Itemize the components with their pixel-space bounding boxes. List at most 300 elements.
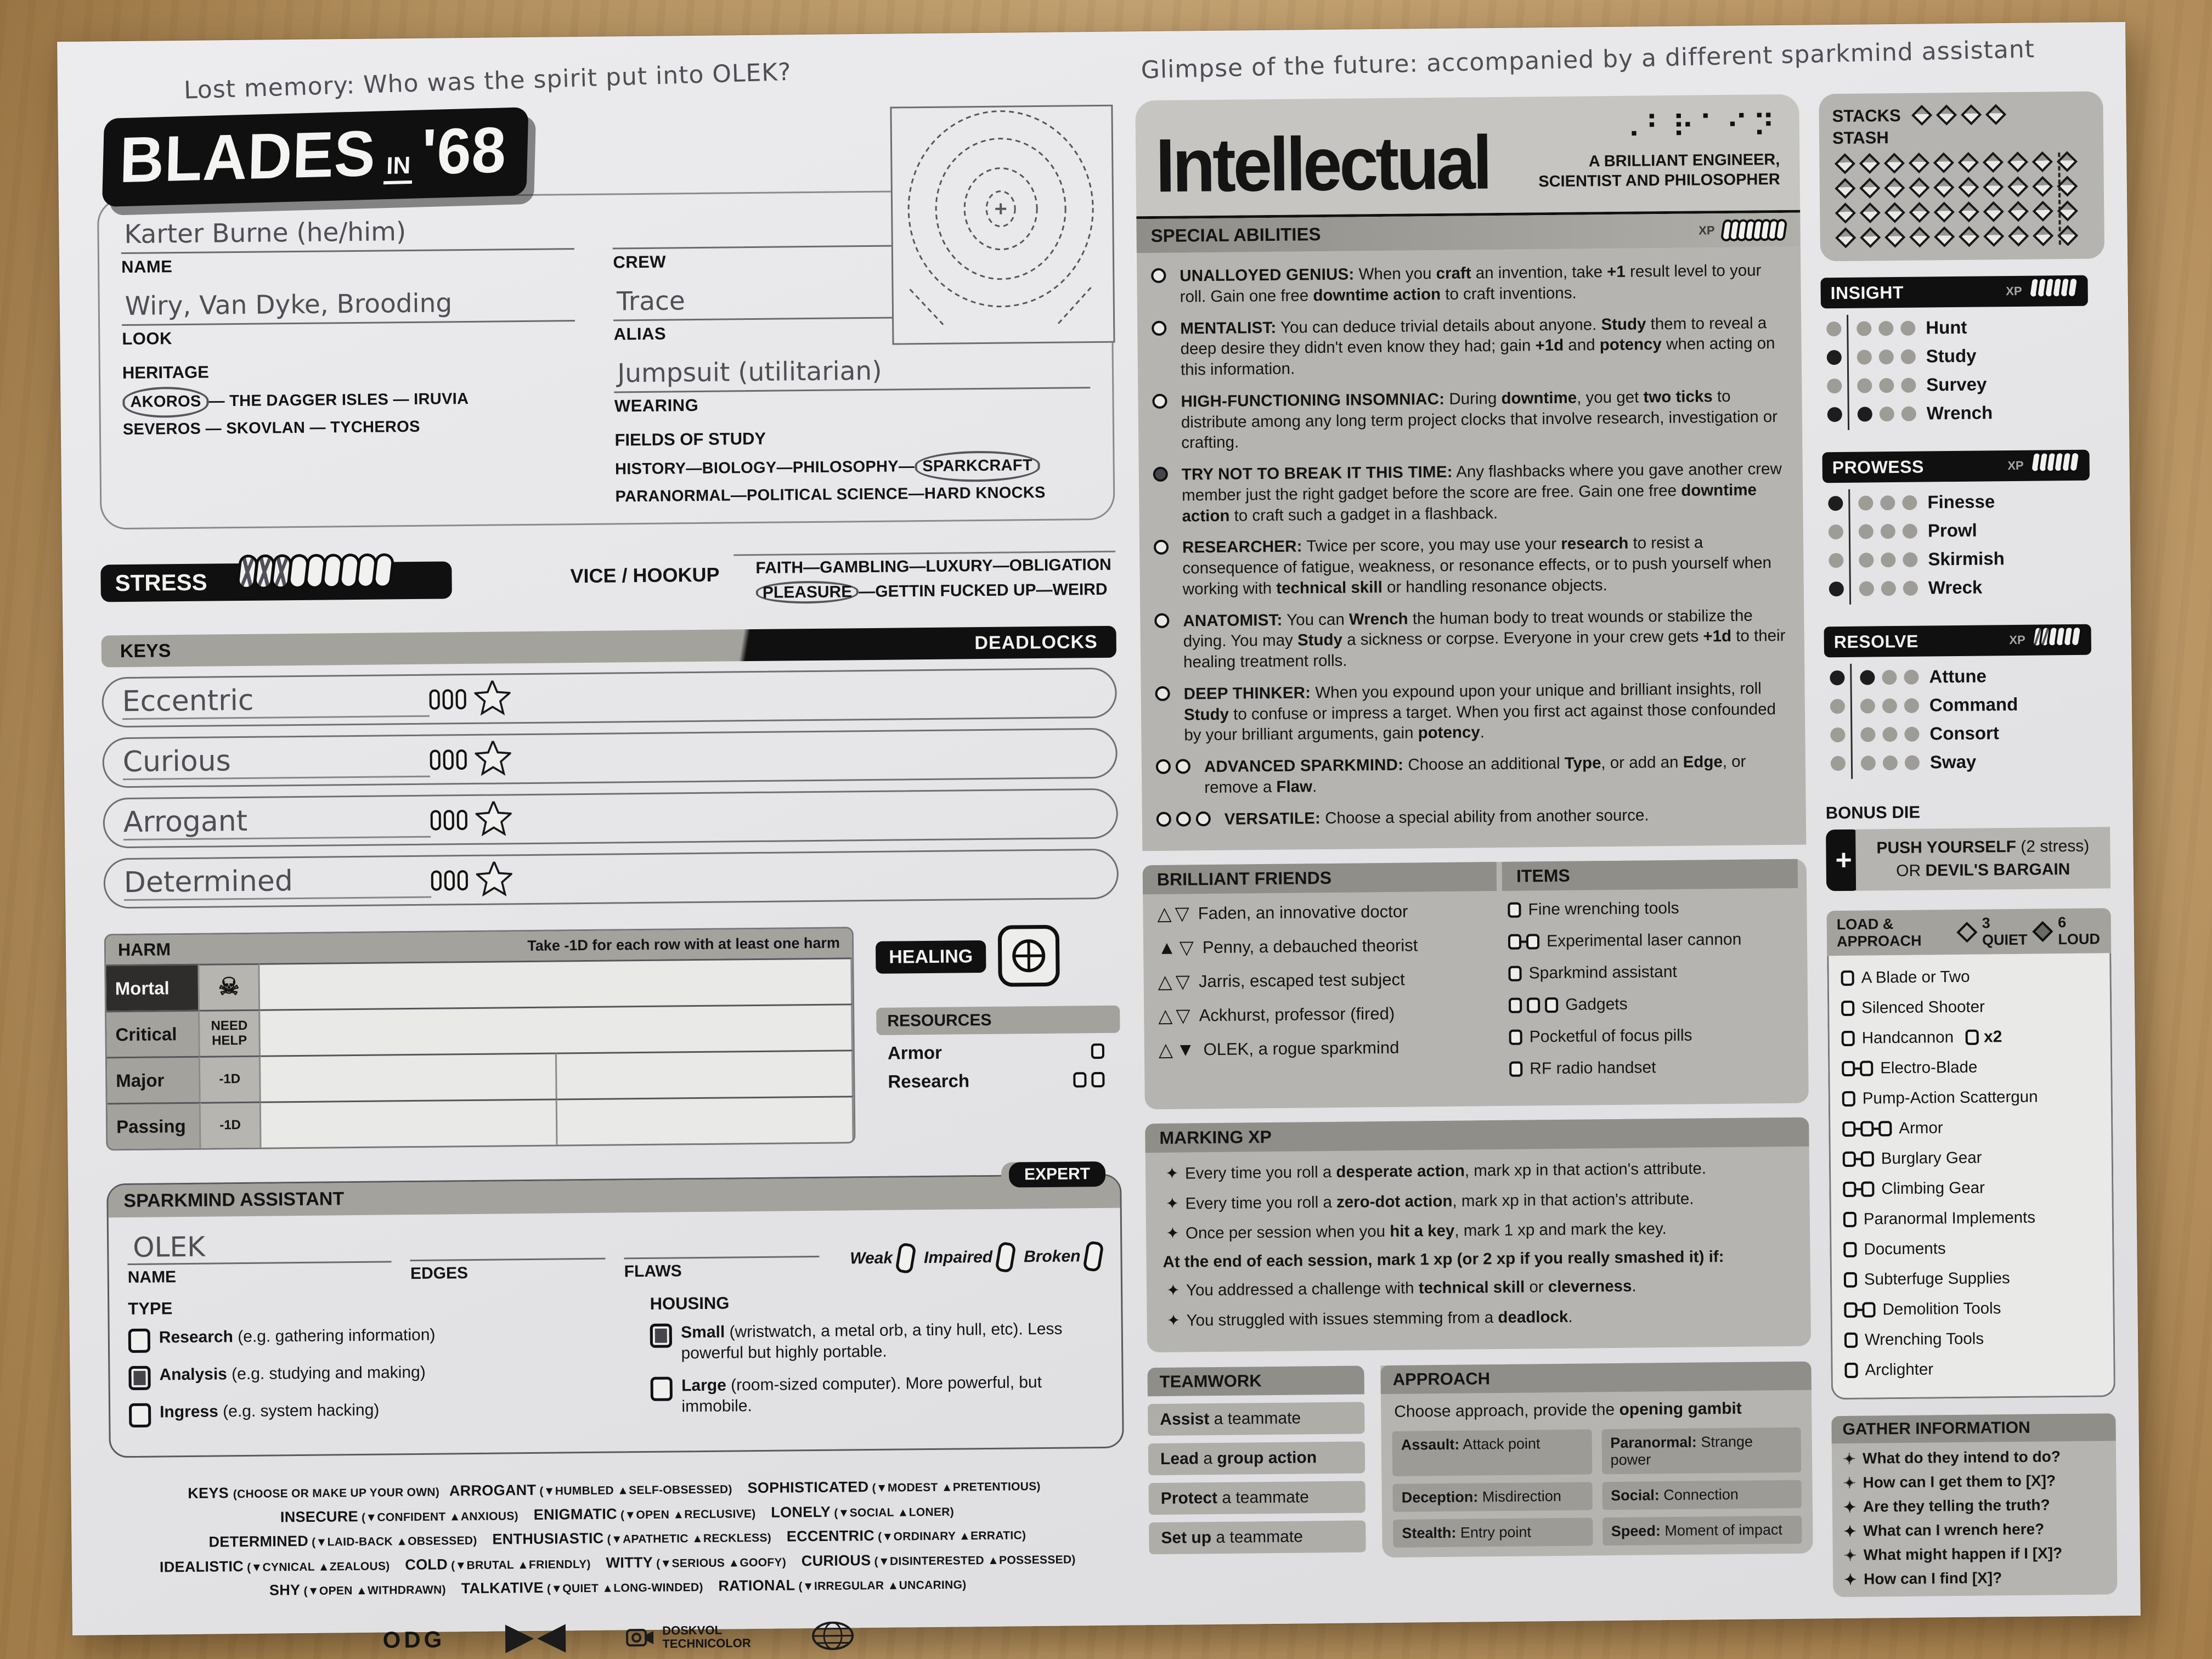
- vice-selected: PLEASURE: [756, 580, 859, 604]
- action-dots: [1829, 552, 1925, 568]
- type-checkbox: [129, 1403, 151, 1427]
- harm-major-cell-2: [557, 1049, 854, 1098]
- mark: [1831, 755, 1846, 770]
- mark: [1152, 320, 1166, 335]
- equipment-label: Wrenching Tools: [1864, 1329, 1984, 1349]
- key-option: RATIONAL (▼IRREGULAR ▲UNCARING): [718, 1577, 967, 1594]
- mark: [1900, 320, 1915, 335]
- wearing-label: WEARING: [614, 395, 699, 416]
- bonus-die-label: BONUS DIE: [1825, 802, 1921, 823]
- items-header: ITEMS: [1502, 859, 1798, 891]
- friend-name: Ackhurst, professor (fired): [1199, 1004, 1395, 1025]
- key-track: [431, 870, 471, 890]
- action-name: Hunt: [1926, 317, 1967, 338]
- resource-label: Armor: [887, 1042, 943, 1063]
- mark: [1878, 321, 1893, 336]
- harm-label: HARM: [117, 939, 171, 960]
- logo-word: BLADES: [119, 117, 377, 196]
- key-option: LONELY (▼SOCIAL ▲LONER): [771, 1503, 955, 1521]
- gather-information-section: [1831, 1413, 2117, 1597]
- equipment-boxes: [1843, 1181, 1879, 1197]
- action-row: [1830, 693, 2109, 716]
- ability-text: ADVANCED SPARKMIND: Choose an additional Type, or add an Edge, or remove a Flaw.: [1204, 752, 1746, 797]
- mark: [430, 749, 441, 770]
- mark: [1073, 1072, 1086, 1087]
- equipment-row: [1841, 997, 2098, 1018]
- stash-label: STASH: [1832, 128, 1889, 148]
- mark: [1909, 153, 1929, 173]
- action-name: Sway: [1929, 751, 1977, 772]
- mark: [1881, 524, 1895, 539]
- equipment-row: [1843, 1238, 2100, 1259]
- playbook-header: [1135, 94, 1800, 219]
- harm-table: [104, 927, 856, 1150]
- sparkmind-flaws-value: [624, 1225, 819, 1259]
- item-label: Gadgets: [1565, 995, 1628, 1014]
- vice-label: VICE / HOOKUP: [570, 563, 720, 588]
- type-text: Ingress (e.g. system hacking): [159, 1401, 380, 1421]
- ability-bubbles: [1154, 613, 1174, 628]
- mark: [1844, 1272, 1857, 1288]
- type-text: Research (e.g. gathering information): [159, 1325, 436, 1347]
- gather-questions: [1832, 1441, 2118, 1588]
- equipment-boxes: [1844, 1333, 1863, 1348]
- action-dots: [1829, 523, 1925, 539]
- mark: [1509, 998, 1522, 1013]
- prowess-xp-track: [2033, 451, 2079, 473]
- harm-critical-cell: [260, 1003, 853, 1055]
- mark: [1882, 670, 1897, 685]
- stash-track: [1832, 149, 2091, 251]
- friend-up-triangle-icon: [1158, 1007, 1172, 1025]
- mark: [1842, 1091, 1855, 1107]
- mark: [1509, 1030, 1522, 1045]
- fields-of-study-options: [615, 450, 1092, 509]
- sparkmind-name-label: NAME: [127, 1268, 177, 1287]
- action-dots: [1830, 669, 1926, 685]
- action-dots: [1827, 349, 1923, 365]
- status-checkbox: [1082, 1240, 1104, 1272]
- mark: [2057, 151, 2078, 172]
- action-dots: [1827, 406, 1923, 422]
- look-field: [122, 287, 575, 349]
- mark: [1860, 202, 1881, 223]
- ability-row: [1154, 532, 1790, 600]
- mark: [1903, 552, 1917, 567]
- resolve-label: RESOLVE: [1833, 631, 1919, 652]
- mark: [1859, 153, 1880, 174]
- teamwork-row: Set up a teammate: [1149, 1520, 1366, 1554]
- equipment-label: Burglary Gear: [1881, 1148, 1982, 1168]
- action-name: Survey: [1926, 374, 1987, 395]
- gather-question: ✦ How can I find [X]?: [1833, 1561, 2117, 1588]
- marking-xp-bullet: ✦ You struggled with issues stemming from a deadlock.: [1163, 1304, 1794, 1331]
- items-section: [1508, 866, 1795, 1092]
- item-label: Pocketful of focus pills: [1529, 1026, 1692, 1046]
- type-checkbox: [128, 1329, 150, 1353]
- healing-resources-column: [876, 924, 1121, 1143]
- harm-passing-tag: -1D: [201, 1102, 262, 1148]
- friend-name: OLEK, a rogue sparkmind: [1203, 1038, 1400, 1059]
- gather-question: ✦ How can I get them to [X]?: [1832, 1465, 2116, 1492]
- mark: [1176, 759, 1190, 774]
- ability-bubbles: [1154, 540, 1173, 555]
- item-boxes: [1509, 997, 1563, 1013]
- mark: [1827, 349, 1842, 364]
- items-list: [1508, 898, 1794, 1079]
- mark: [1859, 524, 1874, 539]
- globe-logo-icon: [811, 1621, 854, 1650]
- action-name: Wreck: [1928, 577, 1983, 598]
- status-checkbox: [995, 1241, 1016, 1273]
- resource-boxes: [1091, 1043, 1109, 1059]
- mark: [1936, 105, 1957, 126]
- equipment-label: Paranormal Implements: [1863, 1208, 2036, 1228]
- brilliant-friends-section: [1156, 868, 1493, 1095]
- item-boxes: [1509, 1062, 1527, 1077]
- mark: [431, 810, 441, 830]
- mark: [1903, 580, 1918, 595]
- action-name: Finesse: [1927, 491, 1995, 512]
- heritage-options: [122, 383, 576, 442]
- housing-label: HOUSING: [650, 1293, 730, 1313]
- resource-row: [877, 1062, 1120, 1092]
- mark: [1155, 686, 1170, 701]
- action-name: Command: [1929, 693, 2018, 715]
- equipment-row: [1843, 1178, 2100, 1199]
- friend-up-triangle-icon: [1158, 939, 1176, 957]
- attribute-prowess: [1822, 449, 2108, 610]
- insight-header: [1820, 275, 2087, 309]
- glimpse-note: Glimpse of the future: accompanied by a different sparkmind assistant: [1141, 35, 2035, 84]
- sparkmind-type-column: [128, 1291, 629, 1440]
- mark: [2057, 200, 2078, 221]
- item-row: [1508, 930, 1793, 951]
- heritage-label: HERITAGE: [122, 362, 209, 383]
- item-boxes: [1509, 1030, 1527, 1045]
- deadlock-burst-icon: [474, 680, 511, 717]
- action-dots: [1829, 580, 1925, 596]
- friend-name: Jarris, escaped test subject: [1198, 969, 1405, 991]
- odg-logo: ODG: [382, 1626, 445, 1653]
- friend-down-triangle-icon: [1176, 973, 1190, 991]
- approach-cell: Social: Connection: [1602, 1480, 1802, 1510]
- equipment-label: Arclighter: [1865, 1360, 1934, 1379]
- harm-section: [104, 924, 1121, 1151]
- gather-question: ✦ Are they telling the truth?: [1832, 1489, 2117, 1516]
- special-abilities-list: [1137, 247, 1806, 851]
- mark: [1904, 726, 1919, 741]
- item-label: Sparkmind assistant: [1528, 963, 1677, 983]
- resource-label: Research: [888, 1070, 970, 1092]
- mark: [1860, 1121, 1874, 1136]
- action-row: [1827, 344, 2106, 368]
- mark: [1884, 153, 1905, 173]
- mark: [1904, 698, 1919, 713]
- prowess-xp-label: XP: [2007, 458, 2024, 473]
- type-label: TYPE: [128, 1299, 173, 1319]
- mark: [1156, 759, 1171, 774]
- action-name: Consort: [1929, 723, 2000, 744]
- marking-xp-bullet: ✦ Every time you roll a zero-dot action, mark xp in that action's attribute.: [1162, 1187, 1793, 1214]
- mark: [1176, 811, 1191, 826]
- healing-clock-icon: [998, 925, 1060, 987]
- mark: [1879, 378, 1894, 393]
- quiet-label: 3 QUIET: [1982, 915, 2028, 949]
- mark: [1904, 669, 1918, 684]
- mark: [1154, 613, 1169, 628]
- keys-header: [101, 626, 1116, 668]
- mark: [1860, 698, 1875, 713]
- loud-diamond-icon: [2033, 921, 2053, 941]
- mark: [1934, 202, 1955, 223]
- key-row: [101, 668, 1117, 728]
- fields-selected: SPARKCRAFT: [915, 450, 1040, 482]
- name-label: NAME: [121, 257, 173, 277]
- status-checkbox: [895, 1242, 916, 1274]
- keys-footer-intro: KEYS: [188, 1485, 229, 1502]
- mark: [1829, 524, 1843, 539]
- mark: [1509, 1062, 1522, 1077]
- friend-down-triangle-icon: [1180, 939, 1194, 957]
- mark: [1903, 523, 1917, 538]
- gather-question: ✦ What can I wrench here?: [1832, 1513, 2117, 1540]
- equipment-row: [1841, 967, 2098, 988]
- mark: [1958, 177, 1979, 198]
- equipment-row: [1844, 1268, 2101, 1289]
- equipment-boxes: [1842, 1091, 1860, 1107]
- teamwork-row: Assist a teammate: [1148, 1402, 1365, 1436]
- prowess-label: PROWESS: [1832, 456, 1924, 477]
- sparkmind-assistant-box: [106, 1165, 1124, 1458]
- key-option: ENIGMATIC (▼OPEN ▲RECLUSIVE): [533, 1505, 756, 1523]
- expert-tab: EXPERT: [1009, 1161, 1105, 1188]
- mark: [1901, 406, 1916, 421]
- loud-label: 6 LOUD: [2057, 914, 2101, 948]
- mark: [1933, 177, 1954, 198]
- mark: [1842, 1121, 1855, 1137]
- equipment-extra-label: x2: [1983, 1028, 2002, 1046]
- mark: [1156, 811, 1171, 826]
- key-option: CURIOUS (▼DISINTERESTED ▲POSSESSED): [801, 1551, 1076, 1569]
- mark: [2033, 201, 2053, 222]
- harm-critical-label: Critical: [106, 1010, 200, 1057]
- action-row: [1829, 575, 2108, 599]
- action-dots: [1828, 495, 1924, 511]
- action-row: [1830, 721, 2109, 745]
- mark: [1844, 1302, 1857, 1318]
- mark: [1526, 934, 1539, 950]
- publisher-logos: [111, 1618, 1126, 1657]
- bonus-die-box: [1826, 827, 2111, 891]
- equipment-boxes: [1842, 1121, 1897, 1137]
- harm-mortal-label: Mortal: [106, 964, 200, 1011]
- key-row: [103, 788, 1118, 849]
- key-option: IDEALISTIC (▼CYNICAL ▲ZEALOUS): [159, 1558, 390, 1576]
- vice-line2: —GETTIN FUCKED UP—WEIRD: [859, 580, 1108, 601]
- status-label: Broken: [1023, 1246, 1081, 1266]
- mark: [1857, 321, 1871, 336]
- key-track: [430, 749, 470, 770]
- mark: [1902, 495, 1917, 510]
- mark: [1966, 1030, 1979, 1045]
- action-dots: [1827, 377, 1923, 393]
- mark: [1844, 1333, 1858, 1348]
- item-row: [1509, 994, 1793, 1015]
- item-label: Fine wrenching tools: [1528, 899, 1679, 919]
- resource-row: [877, 1033, 1120, 1064]
- friends-list: [1157, 901, 1493, 1060]
- teamwork-list: [1148, 1402, 1366, 1554]
- mark: [1861, 755, 1876, 770]
- resolve-xp-track: [2035, 625, 2081, 648]
- skull-icon: ☠: [218, 973, 240, 1001]
- mark: [1545, 997, 1558, 1013]
- key-option: COLD (▼BRUTAL ▲FRIENDLY): [405, 1556, 591, 1573]
- mark: [2008, 225, 2029, 246]
- friend-row: [1157, 901, 1491, 924]
- resolve-actions: [1824, 654, 2109, 785]
- mark: [1830, 727, 1845, 742]
- housing-text: Large (room-sized computer). More powerful, but immobile.: [681, 1373, 1042, 1415]
- marking-xp-mid: At the end of each session, mark 1 xp (or 2 xp if you really smashed it) if:: [1163, 1248, 1724, 1272]
- item-row: [1509, 962, 1793, 983]
- mark: [1835, 227, 1856, 248]
- harm-major-tag: -1D: [200, 1056, 261, 1102]
- special-abilities-label: SPECIAL ABILITIES: [1150, 224, 1321, 246]
- deadlock-burst-icon: [476, 861, 513, 898]
- stress-track: [238, 553, 391, 590]
- equipment-label: Handcannon: [1861, 1028, 1954, 1047]
- key-track: [430, 689, 469, 710]
- mark: [1880, 495, 1895, 510]
- mark: [2007, 151, 2028, 172]
- teamwork-row: Protect a teammate: [1148, 1481, 1365, 1515]
- keys-label: KEYS: [120, 640, 171, 662]
- healing-section: [876, 924, 1120, 988]
- mark: [1933, 153, 1954, 173]
- mark: [1508, 902, 1521, 918]
- marking-xp-panel: [1145, 1118, 1811, 1352]
- keys-footer-intro-sub: (CHOOSE OR MAKE UP YOUR OWN): [233, 1486, 440, 1501]
- item-label: Experimental laser cannon: [1546, 930, 1742, 951]
- equipment-label: Electro-Blade: [1880, 1058, 1978, 1077]
- doskvol-technicolor-logo: [626, 1623, 751, 1651]
- item-row: [1509, 1057, 1794, 1079]
- sparkmind-body: [109, 1281, 1122, 1440]
- approach-section: [1380, 1362, 1813, 1558]
- equipment-row: [1844, 1329, 2101, 1350]
- mark: [1843, 1212, 1857, 1227]
- equipment-boxes: [1844, 1302, 1880, 1318]
- housing-checkbox: [650, 1324, 672, 1348]
- ability-text: MENTALIST: You can deduce trivial details about anyone. Study them to reveal a deep desire they didn't even know they had; gain +1d and potency when acting on this information.: [1180, 313, 1775, 379]
- mark: [1860, 227, 1881, 248]
- marking-xp-bullets: [1162, 1158, 1793, 1244]
- sparkmind-edges-label: EDGES: [410, 1264, 469, 1283]
- ability-bubbles: [1156, 811, 1216, 826]
- marking-xp-bullet: ✦ Every time you roll a desperate action, mark xp in that action's attribute.: [1162, 1158, 1793, 1184]
- ability-bubbles: [1153, 467, 1173, 482]
- harm-passing-cell-2: [557, 1096, 854, 1144]
- friend-down-triangle-icon: [1175, 905, 1189, 923]
- friend-row: [1158, 969, 1492, 992]
- stress-tracker: [100, 556, 556, 604]
- key-row: [103, 849, 1119, 909]
- mark: [1905, 755, 1920, 770]
- action-row: [1830, 664, 2108, 688]
- mark: [1961, 104, 1982, 125]
- insight-label: INSIGHT: [1830, 282, 1904, 303]
- key-option: DETERMINED (▼LAID-BACK ▲OBSESSED): [208, 1532, 477, 1550]
- resolve-xp-label: XP: [2009, 633, 2025, 647]
- playbook-header-right: [1538, 109, 1780, 192]
- key-option: ENTHUSIASTIC (▼APATHETIC ▲RECKLESS): [492, 1530, 772, 1548]
- sparkmind-status-row: [838, 1222, 1102, 1280]
- mark: [1152, 394, 1167, 409]
- harm-passing-label: Passing: [108, 1102, 201, 1149]
- friend-up-triangle-icon: [1158, 973, 1172, 991]
- abilities-xp-label: XP: [1699, 223, 1715, 238]
- mark: [1527, 998, 1540, 1013]
- stacks-stash-panel: [1819, 91, 2104, 261]
- target-doodle-icon: [891, 106, 1110, 340]
- mark: [444, 810, 454, 830]
- playbook-column: [1135, 94, 1814, 1647]
- equipment-label: A Blade or Two: [1861, 967, 1970, 987]
- mark: [1959, 226, 1979, 247]
- mark: [1828, 495, 1843, 510]
- plus-icon: +: [1826, 830, 1861, 891]
- sparkmind-name-field: [127, 1229, 392, 1287]
- mark: [430, 689, 440, 709]
- action-name: Skirmish: [1928, 548, 2005, 569]
- fields-line2: PARANORMAL—POLITICAL SCIENCE—HARD KNOCKS: [615, 483, 1046, 505]
- equipment-label: Subterfuge Supplies: [1864, 1269, 2010, 1289]
- deadlock-burst-icon: [475, 801, 512, 838]
- mark: [1862, 1302, 1875, 1317]
- insight-xp-label: XP: [2006, 284, 2022, 298]
- mark: [1880, 407, 1894, 421]
- equipment-boxes: [1841, 1001, 1859, 1016]
- equipment-row: [1842, 1057, 2098, 1078]
- harm-mortal-cell: [259, 957, 853, 1009]
- name-value: Karter Burne (he/him): [121, 215, 574, 254]
- mark: [1151, 268, 1166, 283]
- harm-grid: [106, 957, 854, 1149]
- mark: [1829, 552, 1843, 567]
- key-row: [102, 728, 1118, 788]
- mark: [1857, 378, 1872, 393]
- keys-reference-footer: [109, 1472, 1125, 1604]
- attribute-resolve: [1824, 624, 2110, 785]
- status-label: Impaired: [923, 1248, 993, 1267]
- key-option: TALKATIVE (▼QUIET ▲LONG-WINDED): [461, 1579, 703, 1597]
- action-name: Wrench: [1926, 402, 1993, 424]
- harm-note: Take -1D for each row with at least one harm: [527, 934, 840, 955]
- stress-vice-row: [100, 551, 1116, 612]
- key-name: Determined: [124, 863, 432, 900]
- type-option: [128, 1323, 629, 1353]
- status-item: [924, 1242, 1014, 1273]
- equipment-label: Documents: [1864, 1239, 1946, 1259]
- stacks-track: [1910, 102, 2008, 128]
- equipment-label: Armor: [1899, 1119, 1943, 1138]
- mark: [1909, 177, 1929, 198]
- action-row: [1829, 547, 2107, 571]
- mark: [1958, 152, 1979, 173]
- mark: [1983, 177, 2004, 198]
